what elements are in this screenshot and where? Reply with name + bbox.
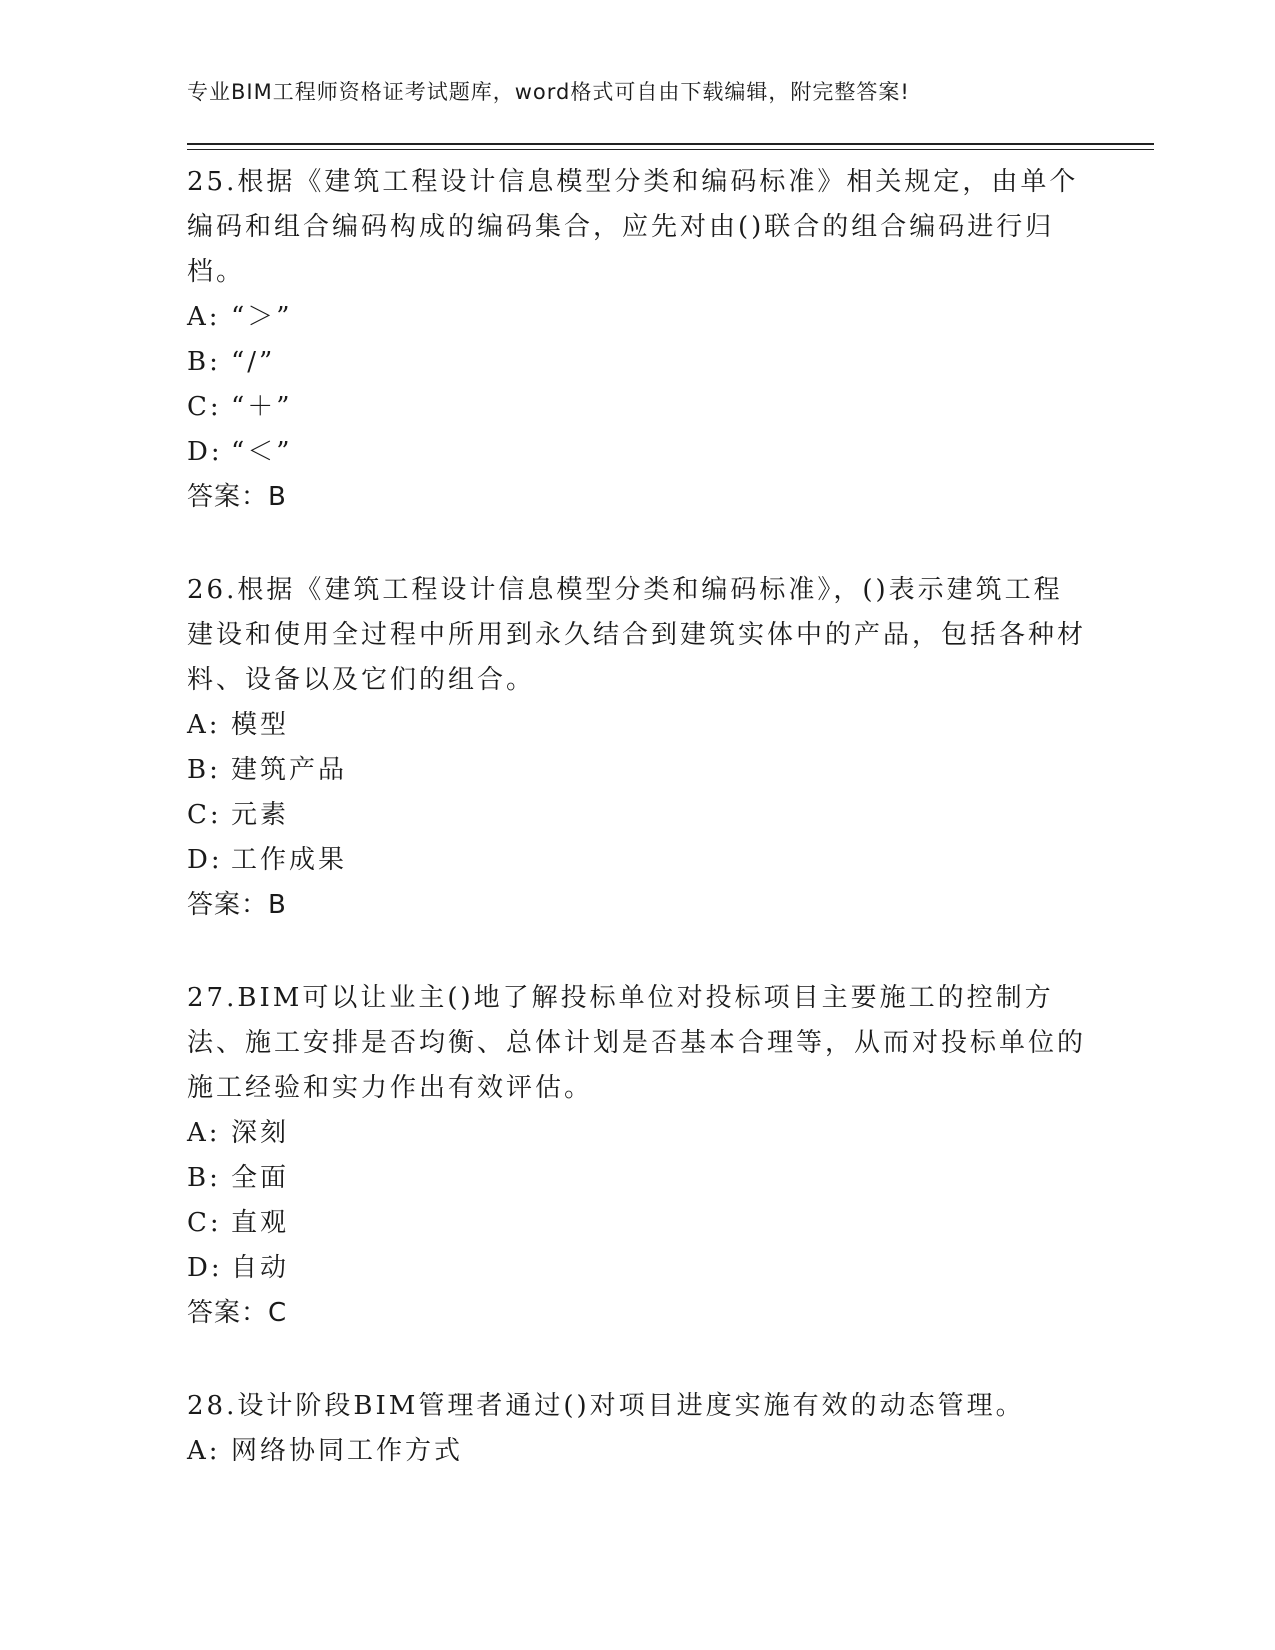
option-c (187, 385, 1087, 430)
option-letter: C: (187, 800, 222, 830)
option-text: 直观 (231, 1208, 290, 1238)
option-letter: B: (187, 755, 221, 785)
option-d (187, 1246, 1087, 1291)
option-text: 全面 (231, 1163, 290, 1193)
header-rule-thin (187, 149, 1154, 150)
option-text: 网络协同工作方式 (231, 1436, 464, 1466)
option-letter: C: (187, 392, 222, 422)
option-text: 建筑产品 (231, 755, 348, 785)
question-27 (187, 976, 1087, 1336)
option-c (187, 793, 1087, 838)
option-d (187, 430, 1087, 475)
header-rule-thick (187, 143, 1154, 145)
option-a (187, 295, 1087, 340)
option-c (187, 1201, 1087, 1246)
option-letter: D: (187, 845, 223, 875)
question-text: 27.BIM可以让业主()地了解投标单位对投标项目主要施工的控制方法、施工安排是否均衡、总体计划是否基本合理等，从而对投标单位的施工经验和实力作出有效评估。 (187, 983, 1087, 1103)
question-25 (187, 160, 1087, 520)
option-a (187, 1429, 1087, 1474)
option-b (187, 748, 1087, 793)
option-letter: A: (187, 1436, 221, 1466)
question-text: 25.根据《建筑工程设计信息模型分类和编码标准》相关规定，由单个编码和组合编码构成的编码集合，应先对由()联合的组合编码进行归档。 (187, 167, 1079, 287)
option-text: “＜” (231, 437, 293, 467)
question-28 (187, 1384, 1087, 1474)
question-text: 26.根据《建筑工程设计信息模型分类和编码标准》，()表示建筑工程建设和使用全过程中所用到永久结合到建筑实体中的产品，包括各种材料、设备以及它们的组合。 (187, 575, 1087, 695)
page-header: 专业BIM工程师资格证考试题库，word格式可自由下载编辑，附完整答案! (187, 80, 910, 104)
option-text: 自动 (231, 1253, 290, 1283)
option-text: “/” (231, 347, 276, 377)
option-d (187, 838, 1087, 883)
answer: 答案：C (187, 1298, 288, 1328)
option-letter: A: (187, 302, 221, 332)
question-26 (187, 568, 1087, 928)
option-a (187, 703, 1087, 748)
question-list (187, 160, 1087, 1522)
option-text: 模型 (231, 710, 290, 740)
option-text: “＋” (231, 392, 293, 422)
answer: 答案：B (187, 890, 287, 920)
option-letter: D: (187, 1253, 223, 1283)
option-letter: B: (187, 347, 221, 377)
option-letter: A: (187, 1118, 221, 1148)
option-b (187, 340, 1087, 385)
option-a (187, 1111, 1087, 1156)
option-letter: C: (187, 1208, 222, 1238)
option-letter: B: (187, 1163, 221, 1193)
option-letter: D: (187, 437, 223, 467)
option-text: “＞” (231, 302, 293, 332)
option-b (187, 1156, 1087, 1201)
answer: 答案：B (187, 482, 287, 512)
option-text: 工作成果 (231, 845, 348, 875)
option-text: 深刻 (231, 1118, 290, 1148)
option-letter: A: (187, 710, 221, 740)
question-text: 28.设计阶段BIM管理者通过()对项目进度实施有效的动态管理。 (187, 1391, 1025, 1421)
option-text: 元素 (231, 800, 290, 830)
